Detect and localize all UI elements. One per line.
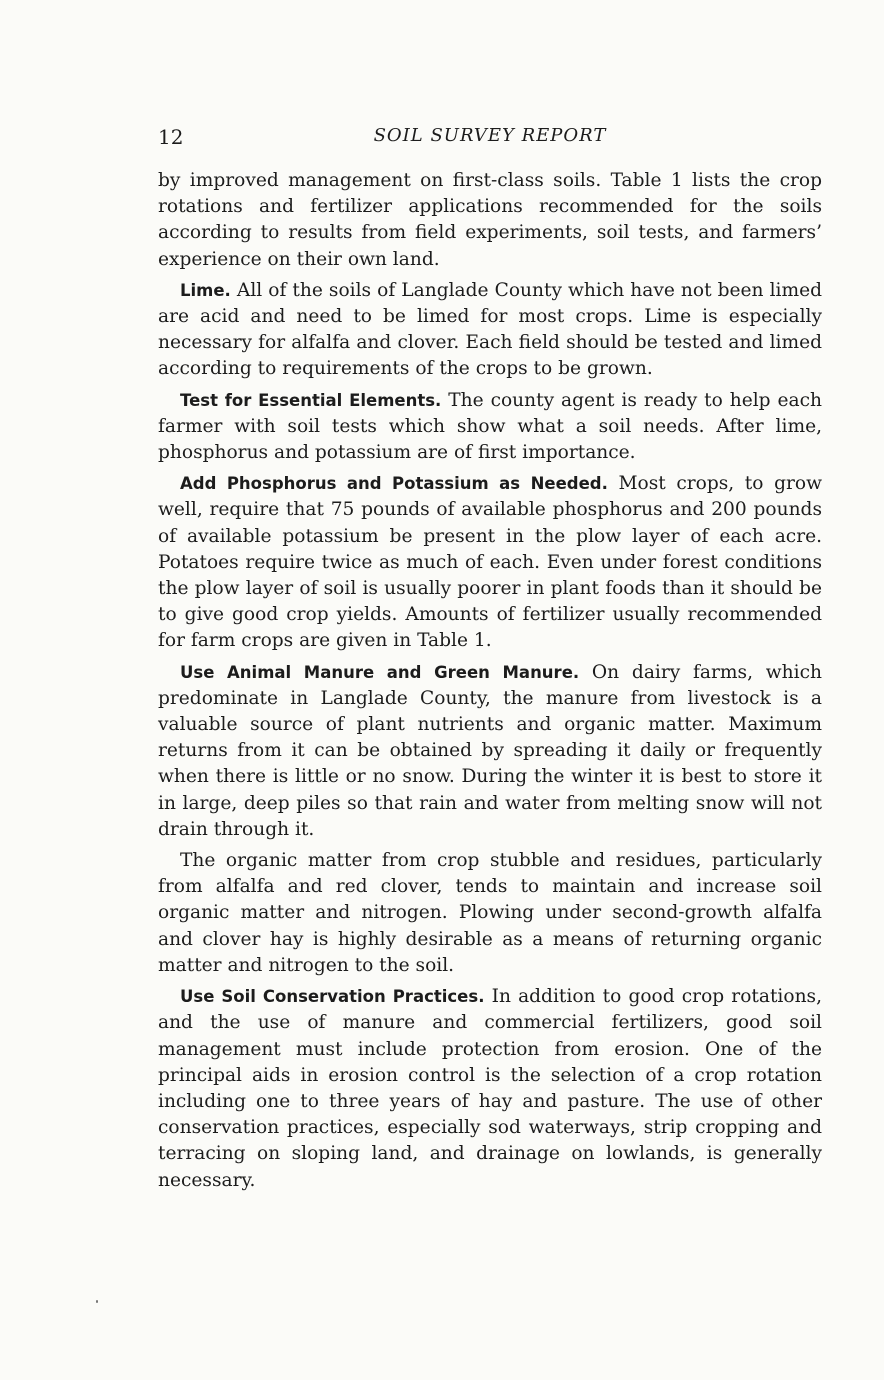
body-text [158, 168, 822, 1194]
paragraph-test-elements [158, 388, 822, 467]
paragraph-organic-matter [158, 848, 822, 979]
paragraph-lime [158, 278, 822, 383]
paragraph-text: All of the soils of Langlade County which have not been limed are acid and need to be limed for most crops. Lime is especially necessary for alfalfa and clover. Each field should be tested and limed according to requirements of the crops to be grown. [158, 279, 822, 380]
paragraph-heading: Lime. [180, 280, 231, 300]
paragraph-text: by improved management on first-class soils. Table 1 lists the crop rotations and fertilizer applications recommended for the soils according to results from field experiments, soil tests, and farmers’ experience on their own land. [158, 170, 822, 270]
paragraph-continuation [158, 168, 822, 273]
paragraph-phosphorus-potassium [158, 471, 822, 654]
paragraph-text: On dairy farms, which predominate in Langlade County, the manure from livestock is a valuable source of plant nutrients and organic matter. Maximum returns from it can be obtained by spreading it daily or frequently when there is little or no snow. During the winter it is best to store it in large, deep piles so that rain and water from melting snow will not drain through it. [158, 661, 822, 840]
paragraph-text: Most crops, to grow well, require that 75 pounds of available phosphorus and 200 pounds of available potassium be present in the plow layer of each acre. Potatoes require twice as much of each. Even under forest conditions the plow layer of soil is usually poorer in plant foods than it should be to give good crop yields. Amounts of fertilizer usually recommended for farm crops are given in Table 1. [158, 473, 822, 652]
paragraph-heading: Add Phosphorus and Potassium as Needed. [180, 474, 608, 494]
paragraph-heading: Use Soil Conservation Practices. [180, 987, 485, 1007]
running-head: SOIL SURVEY REPORT [373, 125, 607, 146]
page-header [158, 120, 822, 154]
paragraph-conservation [158, 984, 822, 1194]
paragraph-text: The organic matter from crop stubble and residues, particularly from alfalfa and red clover, tends to maintain and increase soil organic matter and nitrogen. Plowing under second-growth alfalfa and clover hay is highly desirable as a means of returning organic matter and nitrogen to the soil. [158, 850, 822, 976]
paragraph-text: The county agent is ready to help each farmer with soil tests which show what a soil needs. After lime, phosphorus and potassium are of first importance. [158, 389, 822, 464]
paragraph-manure [158, 660, 822, 843]
page-number: 12 [158, 125, 184, 149]
paragraph-heading: Test for Essential Elements. [180, 390, 442, 410]
scan-speck [96, 1300, 98, 1303]
paragraph-heading: Use Animal Manure and Green Manure. [180, 662, 580, 682]
document-page [158, 120, 822, 1199]
paragraph-text: In addition to good crop rotations, and the use of manure and commercial fertilizers, good soil management must include protection from erosion. One of the principal aids in erosion control is the selection of a crop rotation including one to three years of hay and pasture. The use of other conservation practices, especially sod waterways, strip cropping and terracing on sloping land, and drainage on lowlands, is generally necessary. [158, 986, 822, 1191]
